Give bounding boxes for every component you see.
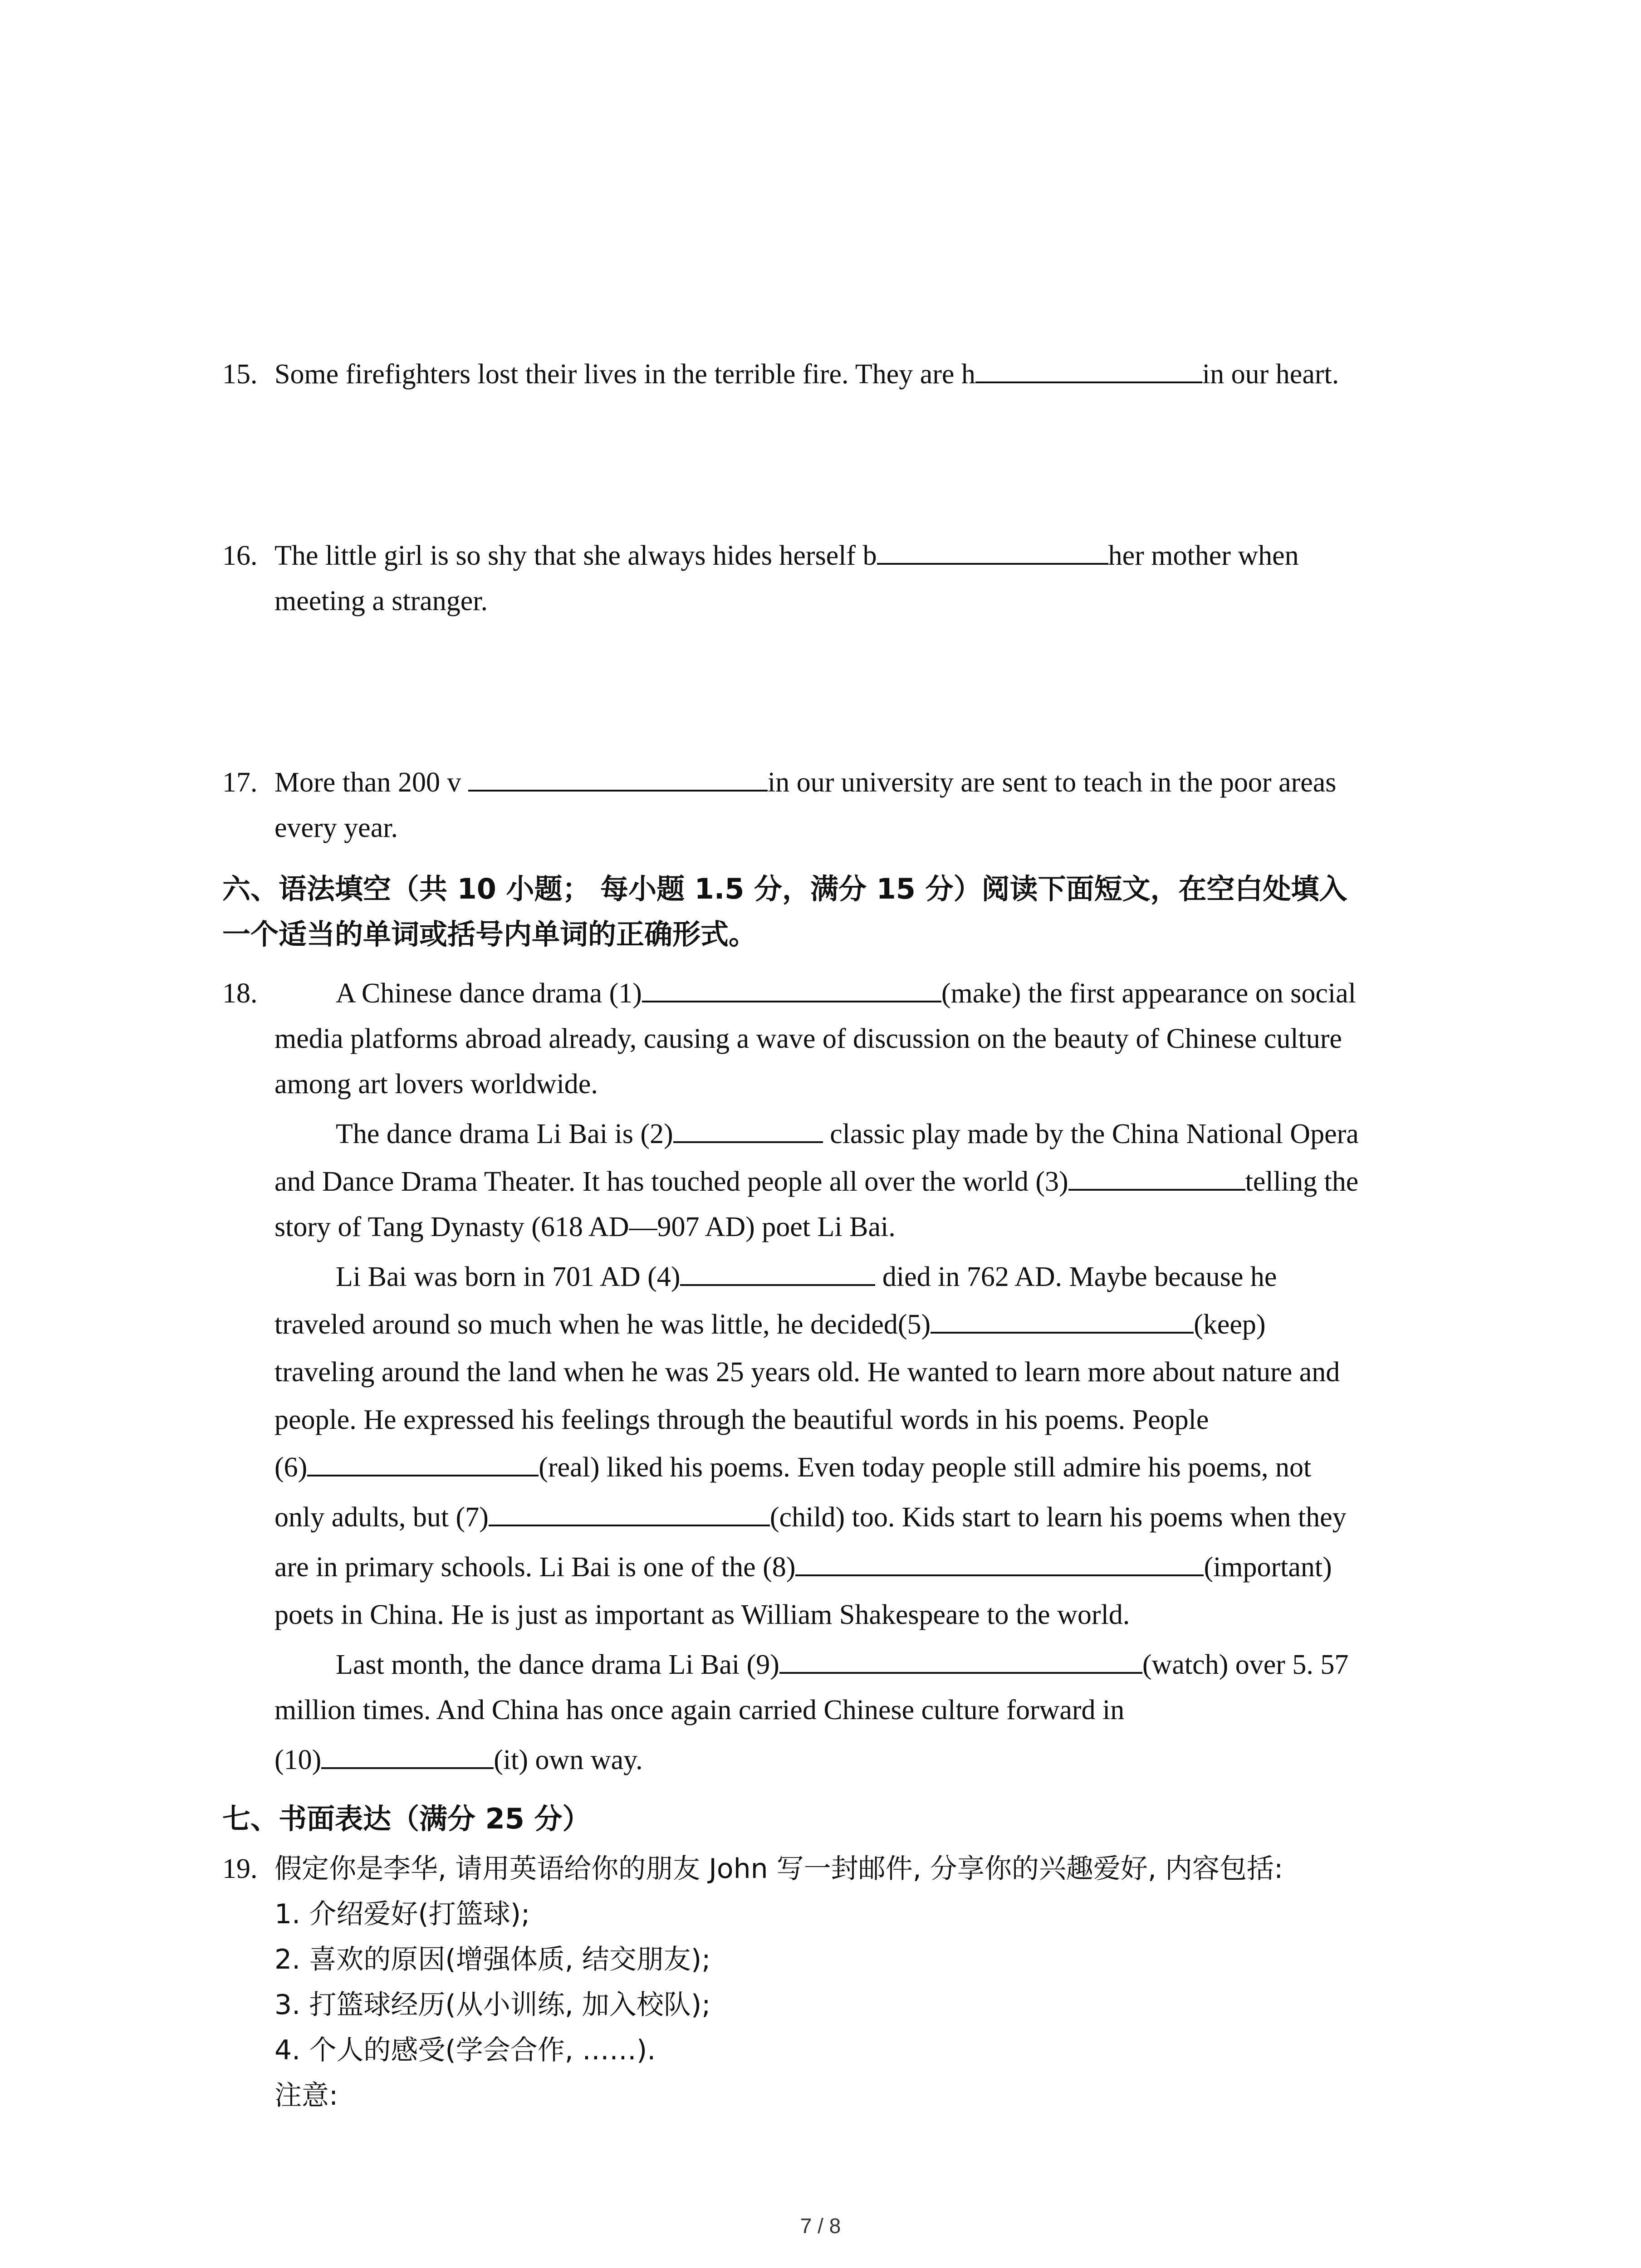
question-text: More than 200 v xyxy=(274,767,469,798)
requirement-item: 1. 介绍爱好(打篮球); xyxy=(274,1898,530,1930)
passage-line xyxy=(274,1495,1347,1540)
passage-line xyxy=(336,1111,1359,1157)
passage-line xyxy=(336,1642,1348,1687)
answer-blank[interactable] xyxy=(877,535,1108,565)
passage-line xyxy=(274,1737,643,1783)
passage-text: The dance drama Li Bai is (2) xyxy=(336,1119,673,1149)
question-text: every year. xyxy=(274,812,398,843)
passage-line xyxy=(274,1302,1266,1347)
answer-blank-1[interactable] xyxy=(642,973,941,1002)
answer-blank-3[interactable] xyxy=(1068,1161,1245,1191)
passage-text: are in primary schools. Li Bai is one of the (8) xyxy=(274,1552,796,1583)
question-text: in our university are sent to teach in the poor areas xyxy=(768,767,1337,798)
passage-text: (make) the first appearance on social xyxy=(941,978,1356,1009)
question-text: 假定你是李华, 请用英语给你的朋友 John 写一封邮件, 分享你的兴趣爱好, 内容包括: xyxy=(274,1853,1283,1885)
passage-text: (important) xyxy=(1204,1552,1332,1583)
section-heading: 六、语法填空（共 10 小题； 每小题 1.5 分，满分 15 分）阅读下面短文，在空白处填入 xyxy=(222,872,1347,905)
requirement-item: 2. 喜欢的原因(增强体质, 结交朋友); xyxy=(274,1944,711,1975)
note-label: 注意: xyxy=(274,2080,338,2112)
question-text: her mother when xyxy=(1108,540,1299,571)
question-number: 15. xyxy=(222,359,258,390)
passage-text: telling the xyxy=(1245,1166,1359,1197)
passage-text: only adults, but (7) xyxy=(274,1502,489,1533)
question-number: 16. xyxy=(222,540,258,571)
passage-text: (real) liked his poems. Even today people still admire his poems, not xyxy=(539,1452,1312,1483)
passage-text: (watch) over 5. 57 xyxy=(1142,1649,1349,1680)
passage-text: (keep) xyxy=(1194,1309,1266,1340)
passage-text: (it) own way. xyxy=(494,1745,643,1775)
answer-blank-8[interactable] xyxy=(795,1546,1204,1576)
question-text: Some firefighters lost their lives in the terrible fire. They are h xyxy=(274,359,975,390)
passage-line: poets in China. He is just as important as William Shakespeare to the world. xyxy=(274,1599,1130,1630)
passage-line xyxy=(274,1159,1358,1204)
answer-blank[interactable] xyxy=(975,353,1202,383)
passage-text: A Chinese dance drama (1) xyxy=(336,978,642,1009)
passage-line: million times. And China has once again carried Chinese culture forward in xyxy=(274,1695,1125,1725)
passage-text: (child) too. Kids start to learn his poems when they xyxy=(769,1502,1347,1533)
question-text: meeting a stranger. xyxy=(274,586,488,616)
question-15 xyxy=(274,352,1339,397)
requirement-item: 3. 打篮球经历(从小训练, 加入校队); xyxy=(274,1989,711,2021)
passage-text: and Dance Drama Theater. It has touched people all over the world (3) xyxy=(274,1166,1068,1197)
question-16 xyxy=(274,533,1299,578)
passage-text: Li Bai was born in 701 AD (4) xyxy=(336,1261,681,1292)
passage-text: (10) xyxy=(274,1745,322,1775)
passage-line: traveling around the land when he was 25 years old. He wanted to learn more about nature and xyxy=(274,1357,1340,1388)
passage-line xyxy=(336,1254,1277,1300)
answer-blank-2[interactable] xyxy=(673,1113,823,1143)
question-number: 18. xyxy=(222,978,258,1009)
answer-blank-5[interactable] xyxy=(931,1304,1194,1334)
question-number: 19. xyxy=(222,1853,258,1884)
passage-text: Last month, the dance drama Li Bai (9) xyxy=(336,1649,779,1680)
question-text: in our heart. xyxy=(1202,359,1339,390)
answer-blank-6[interactable] xyxy=(307,1447,539,1476)
passage-line: people. He expressed his feelings through the beautiful words in his poems. People xyxy=(274,1404,1209,1435)
question-text: The little girl is so shy that she always hides herself b xyxy=(274,540,877,571)
requirement-item: 4. 个人的感受(学会合作, ……). xyxy=(274,2034,656,2066)
section-heading: 七、书面表达（满分 25 分） xyxy=(222,1802,591,1835)
passage-line: among art lovers worldwide. xyxy=(274,1069,598,1100)
passage-line: media platforms abroad already, causing a wave of discussion on the beauty of Chinese culture xyxy=(274,1023,1342,1054)
passage-line: story of Tang Dynasty (618 AD—907 AD) poet Li Bai. xyxy=(274,1212,896,1242)
answer-blank[interactable] xyxy=(468,762,768,792)
question-number: 17. xyxy=(222,767,258,798)
passage-text: died in 762 AD. Maybe because he xyxy=(875,1261,1277,1292)
page-number: 7 / 8 xyxy=(800,2214,841,2238)
answer-blank-4[interactable] xyxy=(680,1256,875,1286)
passage-line xyxy=(274,1545,1332,1590)
passage-text: traveled around so much when he was little, he decided(5) xyxy=(274,1309,931,1340)
answer-blank-10[interactable] xyxy=(321,1739,494,1769)
answer-blank-9[interactable] xyxy=(779,1644,1142,1674)
answer-blank-7[interactable] xyxy=(489,1496,770,1526)
passage-line xyxy=(336,971,1356,1016)
section-heading: 一个适当的单词或括号内单词的正确形式。 xyxy=(222,918,757,951)
passage-text: classic play made by the China National Opera xyxy=(823,1119,1359,1149)
passage-text: (6) xyxy=(274,1452,308,1483)
question-17 xyxy=(274,760,1336,805)
passage-line xyxy=(274,1445,1311,1490)
